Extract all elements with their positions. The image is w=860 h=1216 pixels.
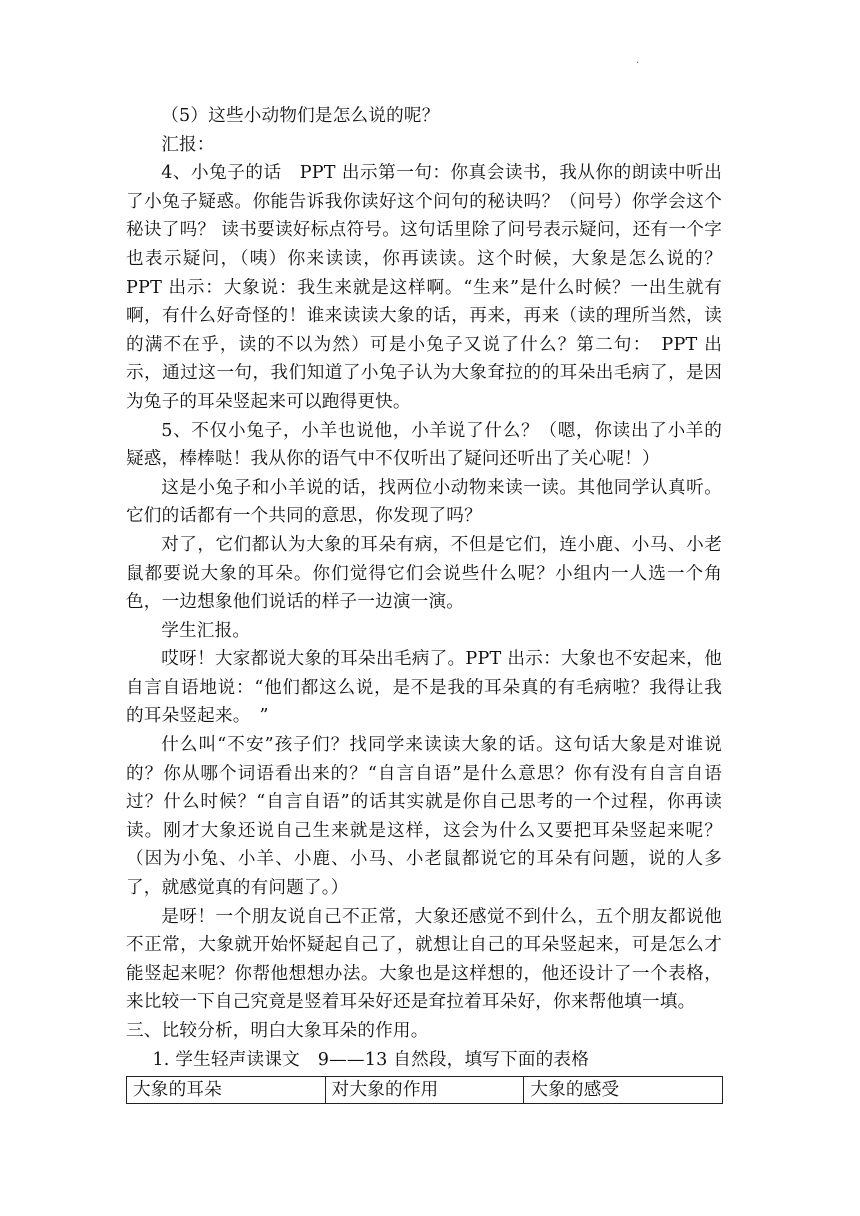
comparison-table	[126, 1076, 723, 1104]
table-header-row	[127, 1077, 723, 1104]
page-mark: ·	[636, 58, 640, 69]
paragraph: 对了，它们都认为大象的耳朵有病，不但是它们，连小鹿、小马、小老鼠都要说大象的耳朵。你们觉得它们会说些什么呢？小组内一人选一个角色，一边想象他们说话的样子一边演一演。	[126, 534, 722, 613]
task-instruction: 1. 学生轻声读课文 9——13 自然段，填写下面的表格	[152, 1049, 590, 1070]
paragraph: 这是小兔子和小羊说的话，找两位小动物来读一读。其他同学认真听。它们的话都有一个共同的意思，你发现了吗？	[126, 477, 722, 527]
paragraph: 什么叫“不安”孩子们？找同学来读读大象的话。这句话大象是对谁说的？你从哪个词语看出来的？“自言自语”是什么意思？你有没有自言自语过？什么时候？“自言自语”的话其实就是你自己思考的一个过程，你再读读。刚才大象还说自己生来就是这样，这会为什么又要把耳朵竖起来呢？（因为小兔、小羊、小鹿、小马、小老鼠都说它的耳朵有问题，说的人多了，就感觉真的有问题了。）	[126, 735, 722, 899]
table-header-cell: 大象的耳朵	[127, 1077, 326, 1104]
paragraph: 汇报：	[161, 134, 215, 155]
document-body	[126, 102, 722, 1104]
table-header-cell: 对大象的作用	[325, 1077, 524, 1104]
table-header-cell: 大象的感受	[524, 1077, 723, 1104]
paragraph: 4、小兔子的话 PPT 出示第一句：你真会读书，我从你的朗读中听出了小兔子疑惑。你能告诉我你读好这个问句的秘诀吗？（问号）你学会这个秘诀了吗？ 读书要读好标点符号。这句话里除了问号表示疑问，还有一个字也表示疑问，（咦）你来读读，你再读读。这个时候，大象是怎么说的？PPT 出示：大象说：我生来就是这样啊。“生来”是什么时候？一出生就有啊，有什么好奇怪的！谁来读读大象的话，再来，再来（读的理所当然，读的满不在乎，读的不以为然）可是小兔子又说了什么？第二句： PPT 出示，通过这一句，我们知道了小兔子认为大象耷拉的的耳朵出毛病了，是因为兔子的耳朵竖起来可以跑得更快。	[126, 163, 722, 412]
paragraph: （5）这些小动物们是怎么说的呢？	[161, 106, 440, 126]
paragraph: 5、不仅小兔子，小羊也说他，小羊说了什么？（嗯，你读出了小羊的疑惑，棒棒哒！我从你的语气中不仅听出了疑问还听出了关心呢！）	[126, 420, 722, 470]
paragraph: 学生汇报。	[161, 620, 251, 641]
paragraph: 哎呀！大家都说大象的耳朵出毛病了。PPT 出示：大象也不安起来，他自言自语地说：“他们都这么说，是不是我的耳朵真的有毛病啦？我得让我的耳朵竖起来。 ”	[126, 649, 722, 727]
paragraph: 是呀！一个朋友说自己不正常，大象还感觉不到什么，五个朋友都说他不正常，大象就开始怀疑起自己了，就想让自己的耳朵竖起来，可是怎么才能竖起来呢？你帮他想想办法。大象也是这样想的，他还设计了一个表格，来比较一下自己究竟是竖着耳朵好还是耷拉着耳朵好，你来帮他填一填。	[126, 906, 722, 1013]
section-heading: 三、比较分析，明白大象耳朵的作用。	[126, 1021, 429, 1041]
